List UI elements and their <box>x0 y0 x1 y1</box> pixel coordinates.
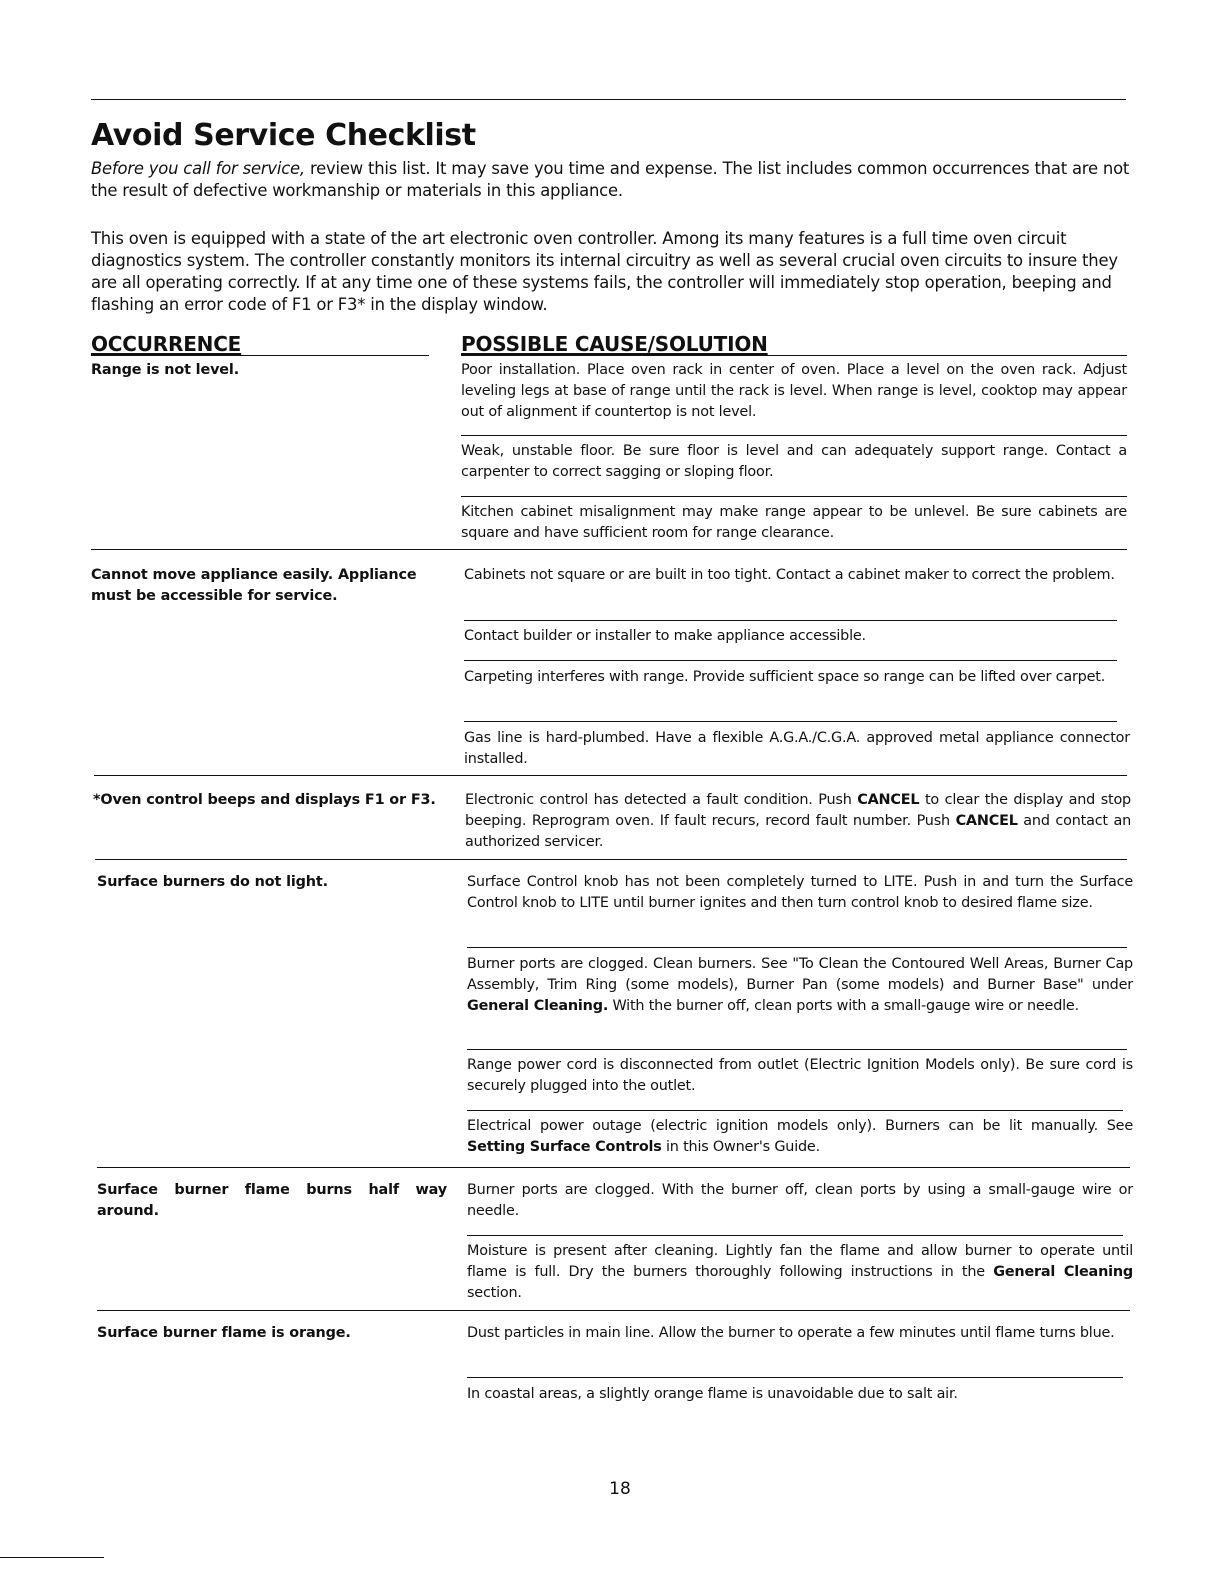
occurrence-cannot-move: Cannot move appliance easily. Appliance must be accessible for service. <box>91 567 417 604</box>
solution-unstable-floor: Weak, unstable floor. Be sure floor is level and can adequately support range. Contact a carpenter to correct sagging or sloping floor. <box>461 443 1127 480</box>
solution-divider <box>464 660 1117 661</box>
cause-header: POSSIBLE CAUSE/SOLUTION <box>461 332 768 356</box>
scan-edge-mark <box>0 1557 104 1558</box>
occurrence-burners-not-light: Surface burners do not light. <box>97 874 328 890</box>
solution-cabinet-misalignment: Kitchen cabinet misalignment may make range appear to be unlevel. Be sure cabinets are square and have sufficient room for range clearance. <box>461 504 1127 541</box>
solution-moisture-present: Moisture is present after cleaning. Lightly fan the flame and allow burner to operate until flame is full. Dry the burners thoroughly following instructions in the General Cleaning section. <box>467 1243 1133 1301</box>
row-divider <box>95 859 1127 860</box>
page-number: 18 <box>609 1479 631 1499</box>
solution-divider <box>467 1049 1127 1050</box>
cancel-key-label: CANCEL <box>955 813 1018 829</box>
occurrence-header: OCCURRENCE <box>91 332 242 356</box>
solution-power-outage: Electrical power outage (electric ignition models only). Burners can be lit manually. See Setting Surface Controls in this Owner's Guide. <box>467 1118 1133 1155</box>
general-cleaning-ref: General Cleaning. <box>467 998 609 1014</box>
solution-divider <box>464 620 1117 621</box>
row-divider <box>97 1167 1130 1168</box>
solution-divider <box>467 1110 1123 1111</box>
solution-divider <box>467 947 1127 948</box>
solution-power-cord: Range power cord is disconnected from outlet (Electric Ignition Models only). Be sure cord is securely plugged into the outlet. <box>467 1057 1133 1094</box>
solution-gas-line: Gas line is hard-plumbed. Have a flexible A.G.A./C.G.A. approved metal appliance connector installed. <box>464 730 1130 767</box>
solution-divider <box>464 721 1117 722</box>
occurrence-oven-control-beeps: *Oven control beeps and displays F1 or F3. <box>93 792 436 808</box>
solution-poor-installation: Poor installation. Place oven rack in center of oven. Place a level on the oven rack. Adjust leveling legs at base of range until the rack is level. When range is level, cooktop may appear out of alignment if countertop is not level. <box>461 362 1127 420</box>
row-divider <box>94 775 1127 776</box>
solution-carpeting: Carpeting interferes with range. Provide sufficient space so range can be lifted over carpet. <box>464 669 1106 685</box>
solution-fault-condition: Electronic control has detected a fault condition. Push CANCEL to clear the display and stop beeping. Reprogram oven. If fault recurs, record fault number. Push CANCEL and contact an authorized servicer. <box>465 792 1132 850</box>
solution-contact-builder: Contact builder or installer to make appliance accessible. <box>464 628 866 644</box>
occurrence-range-not-level: Range is not level. <box>91 362 240 378</box>
solution-cabinets-not-square: Cabinets not square or are built in too tight. Contact a cabinet maker to correct the problem. <box>464 567 1115 583</box>
setting-surface-controls-ref: Setting Surface Controls <box>467 1139 662 1155</box>
controller-paragraph: This oven is equipped with a state of the art electronic oven controller. Among its many features is a full time oven circuit diagnostics system. The controller constantly monitors its internal circuitry as well as several crucial oven circuits to insure they are all operating correctly. If at any time one of these systems fails, the controller will immediately stop operation, beeping and flashing an error code of F1 or F3* in the display window. <box>91 229 1118 314</box>
solution-ports-clogged-wire: Burner ports are clogged. With the burner off, clean ports by using a small-gauge wire or needle. <box>467 1182 1133 1219</box>
solution-divider <box>461 435 1127 436</box>
solution-divider <box>461 496 1127 497</box>
intro-text: review this list. It may save you time and expense. The list includes common occurrences that are not the result of defective workmanship or materials in this appliance. <box>91 159 1130 200</box>
cause-header-rule <box>461 355 1127 356</box>
page-title: Avoid Service Checklist <box>91 118 476 153</box>
intro-paragraph <box>91 158 1131 202</box>
row-divider <box>97 1310 1130 1311</box>
solution-divider <box>467 1235 1123 1236</box>
occurrence-flame-half-way: Surface burner flame burns half way around. <box>97 1182 447 1219</box>
solution-divider <box>467 1377 1123 1378</box>
solution-dust-particles: Dust particles in main line. Allow the burner to operate a few minutes until flame turns blue. <box>467 1325 1115 1341</box>
general-cleaning-ref: General Cleaning <box>993 1264 1133 1280</box>
cancel-key-label: CANCEL <box>857 792 920 808</box>
solution-burner-ports-clogged: Burner ports are clogged. Clean burners. See "To Clean the Contoured Well Areas, Burner Cap Assembly, Trim Ring (some models), Burner Pan (some models) and Burner Base" under General Cleaning. With the burner off, clean ports with a small-gauge wire or needle. <box>467 956 1133 1014</box>
row-divider <box>91 549 1127 550</box>
occurrence-header-rule <box>91 355 429 356</box>
occurrence-flame-orange: Surface burner flame is orange. <box>97 1325 351 1341</box>
intro-lead: Before you call for service, <box>91 159 305 178</box>
solution-coastal-areas: In coastal areas, a slightly orange flame is unavoidable due to salt air. <box>467 1386 958 1402</box>
solution-knob-not-turned: Surface Control knob has not been completely turned to LITE. Push in and turn the Surface Control knob to LITE until burner ignites and then turn control knob to desired flame size. <box>467 874 1133 911</box>
top-rule <box>91 99 1126 100</box>
